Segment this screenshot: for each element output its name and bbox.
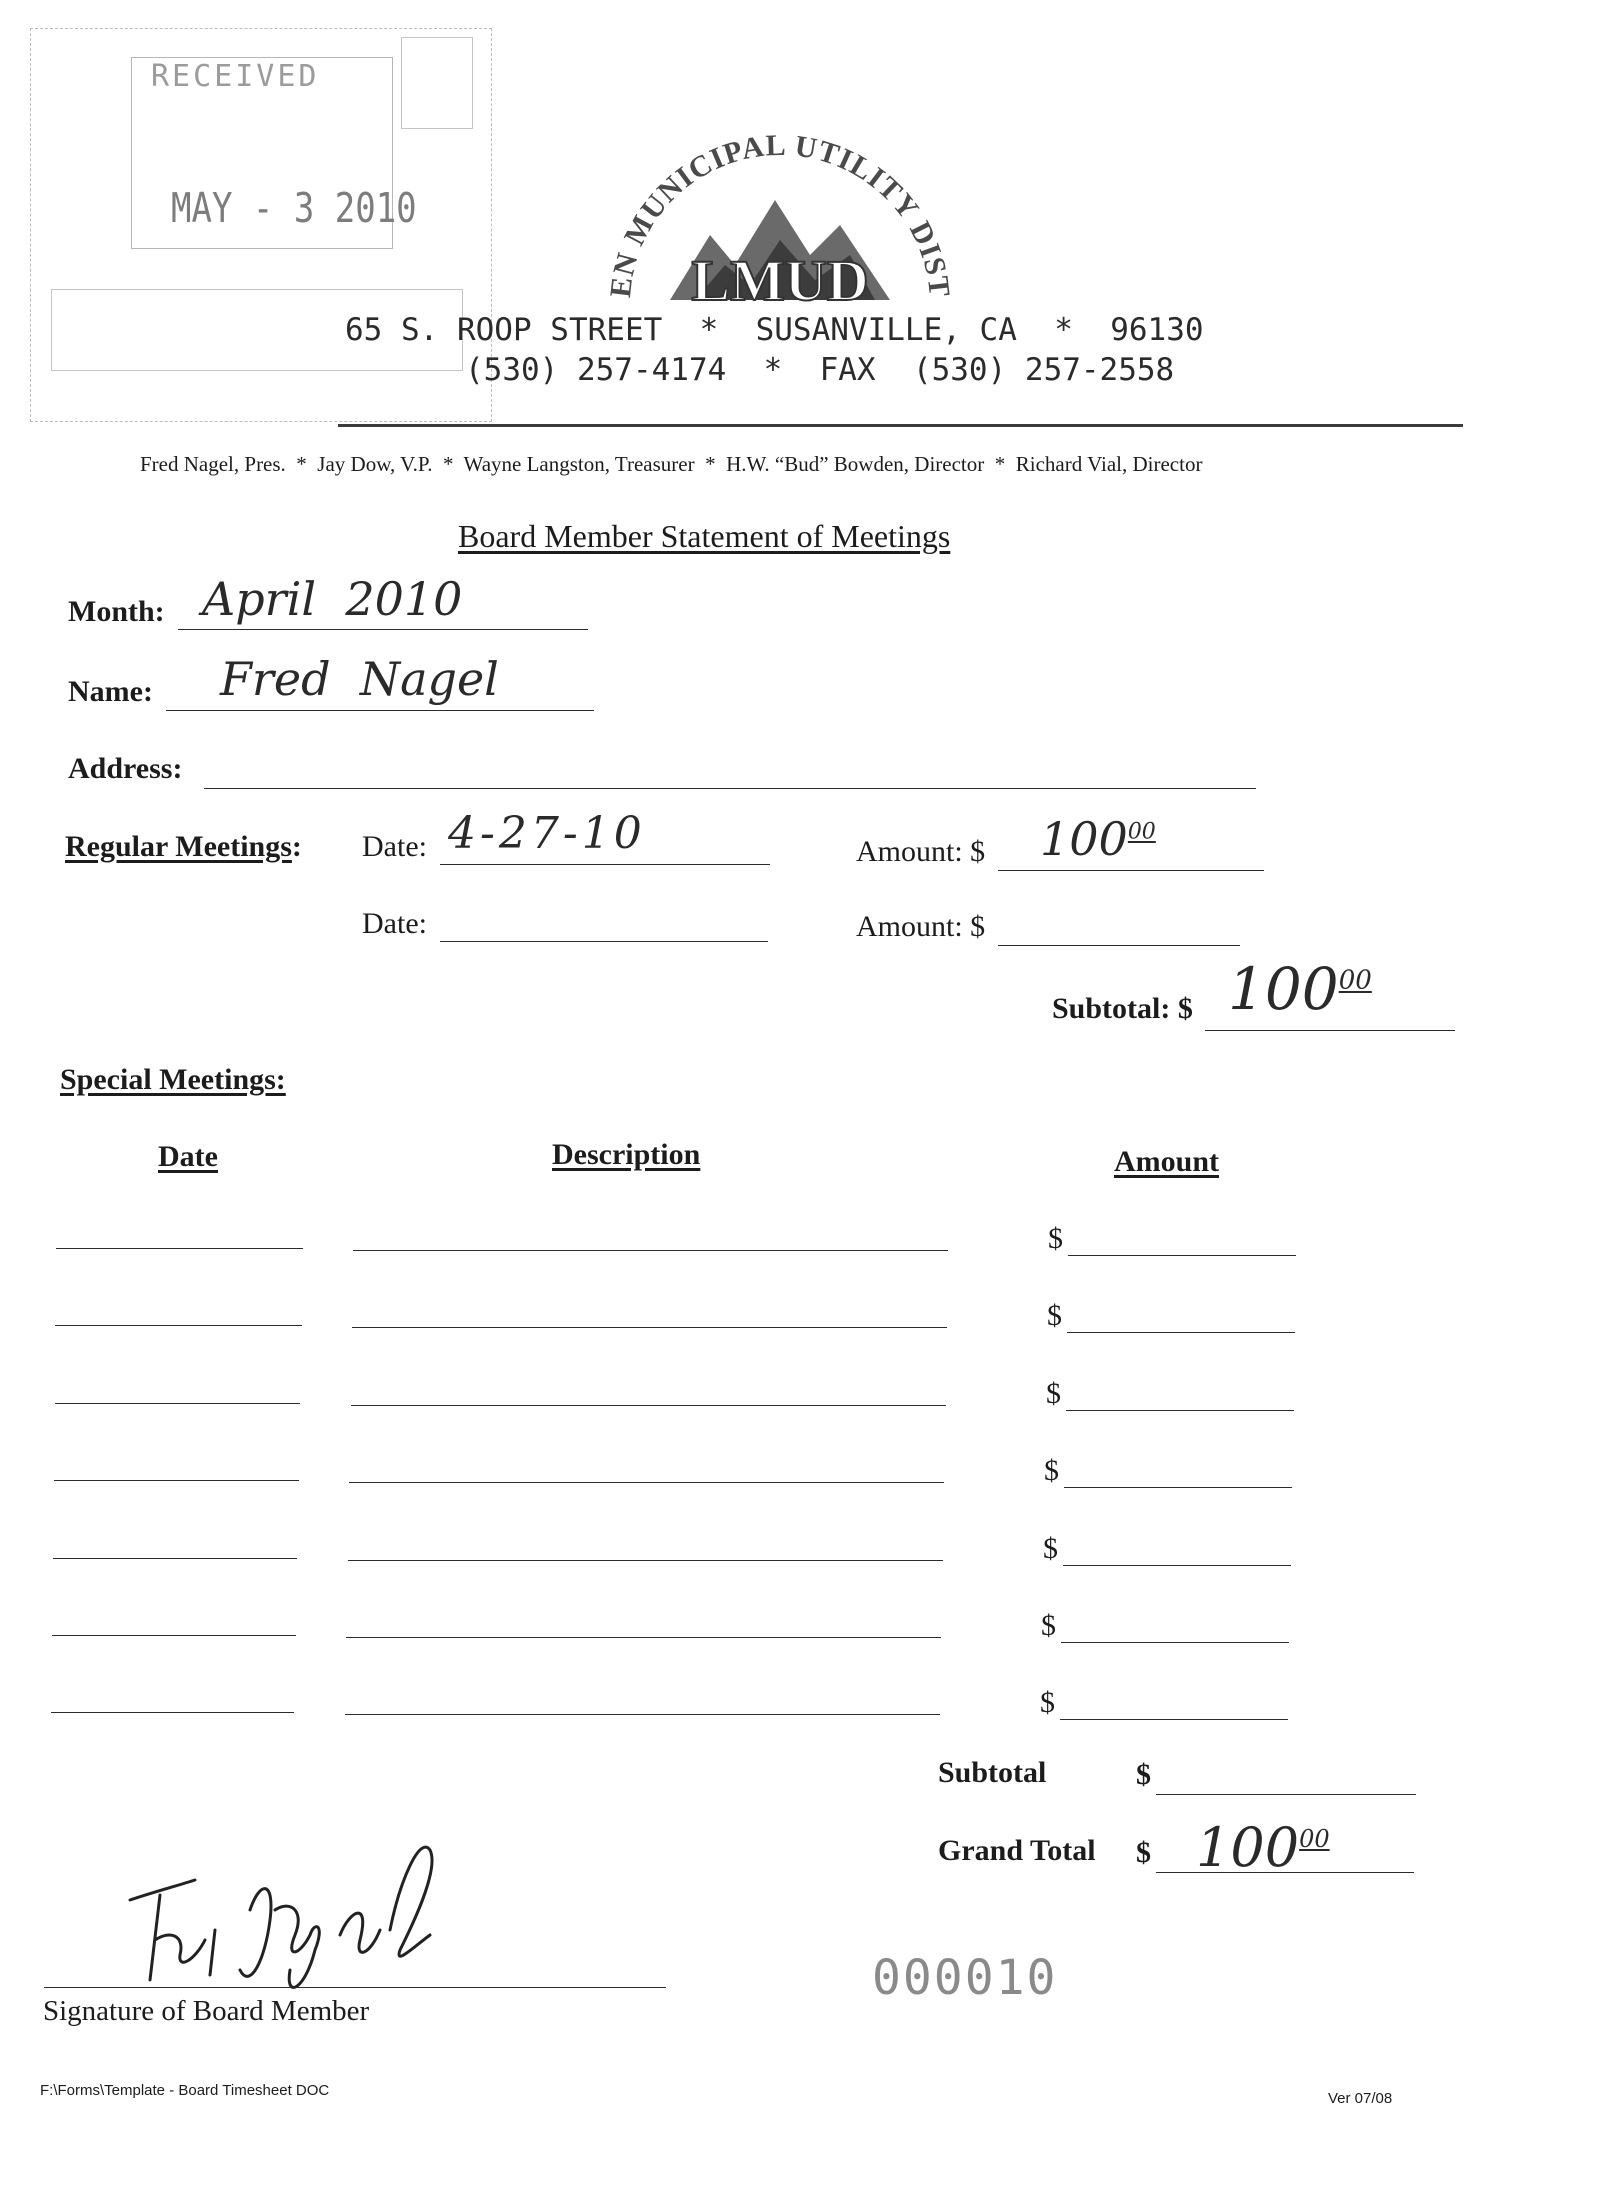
grand-total-label: Grand Total [938, 1834, 1096, 1867]
signature-image [100, 1840, 480, 2000]
special-amount-line[interactable] [1061, 1642, 1289, 1643]
dollar-sign: $ [1044, 1454, 1059, 1487]
month-value: April 2010 [202, 572, 463, 626]
regular-amount-cents-1: 00 [1127, 819, 1156, 845]
special-date-line[interactable] [53, 1558, 297, 1559]
stamp-date: MAY - 3 2010 [171, 185, 417, 233]
special-description-line[interactable] [349, 1482, 944, 1483]
special-amount-line[interactable] [1064, 1487, 1292, 1488]
regular-amount-label-1: Amount: $ [856, 835, 986, 868]
regular-meetings-text: Regular Meetings [65, 830, 292, 863]
regular-amount-dollars-1: 100 [1040, 812, 1128, 866]
district-logo [600, 115, 960, 325]
special-subtotal-label: Subtotal [938, 1756, 1047, 1789]
logo-arc-text: EN MUNICIPAL UTILITY DIST [603, 128, 957, 300]
grand-total-cents: 00 [1299, 1825, 1330, 1853]
regular-date-label-2: Date: [362, 907, 427, 940]
special-amount-line[interactable] [1060, 1719, 1288, 1720]
special-meetings-label: Special Meetings: [60, 1063, 286, 1096]
grand-total-value [1196, 1816, 1330, 1879]
phone-line: (530) 257-4174 * FAX (530) 257-2558 [465, 352, 1175, 388]
logo-initials: LMUD [691, 248, 869, 313]
month-field-line[interactable] [178, 629, 588, 630]
regular-subtotal-line[interactable] [1205, 1030, 1455, 1031]
regular-subtotal-cents: 00 [1338, 965, 1372, 996]
address-line: 65 S. ROOP STREET * SUSANVILLE, CA * 96130 [345, 312, 1204, 348]
special-description-line[interactable] [353, 1250, 948, 1251]
footer-version: Ver 07/08 [1328, 2090, 1393, 2107]
special-description-line[interactable] [346, 1637, 941, 1638]
special-description-line[interactable] [345, 1714, 940, 1715]
received-stamp [30, 28, 492, 422]
special-amount-line[interactable] [1063, 1565, 1291, 1566]
grand-total-dollars: 100 [1196, 1816, 1300, 1879]
special-subtotal-dollar: $ [1136, 1758, 1151, 1791]
address-field-line[interactable] [204, 788, 1256, 789]
name-value: Fred Nagel [220, 652, 499, 706]
dollar-sign: $ [1043, 1532, 1058, 1565]
special-date-line[interactable] [51, 1712, 294, 1713]
special-date-line[interactable] [54, 1480, 299, 1481]
special-amount-line[interactable] [1066, 1410, 1294, 1411]
signature-label: Signature of Board Member [43, 1995, 370, 2027]
regular-date-label-1: Date: [362, 830, 427, 863]
form-title: Board Member Statement of Meetings [458, 518, 951, 554]
special-amount-line[interactable] [1067, 1332, 1295, 1333]
special-date-line[interactable] [52, 1635, 296, 1636]
special-date-line[interactable] [55, 1325, 302, 1326]
regular-meetings-label [65, 830, 302, 864]
footer-file-path: F:\Forms\Template - Board Timesheet DOC [40, 2082, 330, 2099]
regular-amount-value-1 [1040, 812, 1156, 866]
col-description-header: Description [552, 1138, 701, 1171]
regular-subtotal-dollars: 100 [1228, 955, 1339, 1023]
name-label: Name: [68, 675, 153, 708]
grand-total-dollar: $ [1136, 1836, 1151, 1869]
regular-subtotal-value [1228, 955, 1372, 1023]
special-date-line[interactable] [56, 1248, 303, 1249]
special-description-line[interactable] [348, 1560, 943, 1561]
special-date-line[interactable] [55, 1403, 300, 1404]
regular-subtotal-label: Subtotal: $ [1052, 992, 1193, 1025]
special-amount-line[interactable] [1068, 1255, 1296, 1256]
serial-number: 000010 [872, 1950, 1058, 2006]
col-date-header: Date [158, 1140, 218, 1173]
dollar-sign: $ [1046, 1377, 1061, 1410]
regular-amount-line-2[interactable] [998, 945, 1240, 946]
regular-amount-label-2: Amount: $ [856, 910, 986, 943]
stamp-received-text: RECEIVED [151, 59, 320, 94]
col-amount-header: Amount [1114, 1145, 1220, 1178]
month-label: Month: [68, 595, 165, 628]
address-label: Address: [68, 752, 183, 785]
special-description-line[interactable] [351, 1405, 946, 1406]
regular-meetings-colon: : [291, 830, 302, 863]
dollar-sign: $ [1040, 1686, 1055, 1719]
regular-date-value-1: 4-27-10 [448, 808, 646, 859]
dollar-sign: $ [1048, 1222, 1063, 1255]
dollar-sign: $ [1047, 1299, 1062, 1332]
regular-date-line-2[interactable] [440, 941, 768, 942]
special-description-line[interactable] [352, 1327, 947, 1328]
special-subtotal-line[interactable] [1156, 1794, 1416, 1795]
board-members-line: Fred Nagel, Pres. * Jay Dow, V.P. * Wayne Langston, Treasurer * H.W. “Bud” Bowden, Director * Richard Vial, Director [140, 452, 1203, 476]
name-field-line[interactable] [166, 710, 594, 711]
header-divider [338, 424, 1463, 427]
regular-amount-line-1[interactable] [998, 870, 1264, 871]
signature-line[interactable] [44, 1987, 666, 1988]
dollar-sign: $ [1041, 1609, 1056, 1642]
regular-date-line-1[interactable] [440, 864, 770, 865]
